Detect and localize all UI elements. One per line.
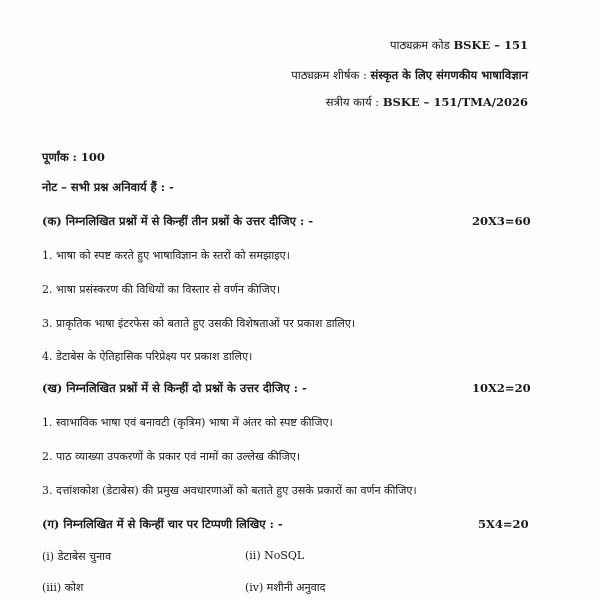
assignment-line	[326, 95, 528, 110]
assignment-code: BSKE – 151/TMA/2026	[382, 95, 528, 109]
total-marks: पूर्णांक : 100	[42, 150, 105, 164]
course-code-line	[390, 38, 528, 53]
course-title-line	[291, 68, 528, 83]
assignment-label: सत्रीय कार्य :	[325, 95, 380, 109]
section-b-marks: 10X2=20	[472, 381, 531, 395]
question-item: 3. प्राकृतिक भाषा इंटरफेस को बताते हुए उसकी विशेषताओं पर प्रकाश डालिए।	[42, 317, 356, 330]
section-b-heading: (ख) निम्नलिखित प्रश्नों में से किन्हीं दो प्रश्नों के उत्तर दीजिए : -	[42, 381, 307, 395]
course-title: संस्कृत के लिए संगणकीय भाषाविज्ञान	[370, 68, 528, 82]
section-a-heading: (क) निम्नलिखित प्रश्नों में से किन्हीं तीन प्रश्नों के उत्तर दीजिए : -	[42, 214, 314, 228]
question-item: 2. भाषा प्रसंस्करण की विधियों का विस्तार से वर्णन कीजिए।	[42, 283, 281, 296]
question-item: 1. भाषा को स्पष्ट करते हुए भाषाविज्ञान के स्तरों को समझाइए।	[42, 249, 290, 262]
note: नोट – सभी प्रश्न अनिवार्य हैं : -	[42, 180, 174, 194]
question-item: 1. स्वाभाविक भाषा एवं बनावटी (कृत्रिम) भाषा में अंतर को स्पष्ट कीजिए।	[42, 416, 333, 429]
course-code: BSKE – 151	[453, 38, 528, 52]
question-item: 3. दत्तांशकोश (डेटाबेस) की प्रमुख अवधारणाओं को बताते हुए उसके प्रकारों का वर्णन कीजिए।	[42, 484, 417, 497]
question-item: 4. डेटाबेस के ऐतिहासिक परिप्रेक्ष्य पर प्रकाश डालिए।	[42, 350, 253, 363]
question-item: 2. पाठ व्याख्या उपकरणों के प्रकार एवं नामों का उल्लेख कीजिए।	[42, 450, 301, 463]
short-note-option: (ii) NoSQL	[245, 549, 305, 562]
section-a-marks: 20X3=60	[472, 214, 531, 228]
short-note-option: (iii) कोश	[42, 581, 84, 594]
short-note-option: (i) डेटाबेस चुनाव	[42, 550, 112, 563]
course-code-label: पाठ्यक्रम कोड	[389, 38, 450, 52]
section-c-marks: 5X4=20	[478, 517, 529, 531]
short-note-option: (iv) मशीनी अनुवाद	[245, 581, 326, 594]
course-title-label: पाठ्यक्रम शीर्षक :	[291, 68, 367, 82]
section-c-heading: (ग) निम्नलिखित में से किन्हीं चार पर टिप्पणी लिखिए : -	[42, 517, 283, 531]
